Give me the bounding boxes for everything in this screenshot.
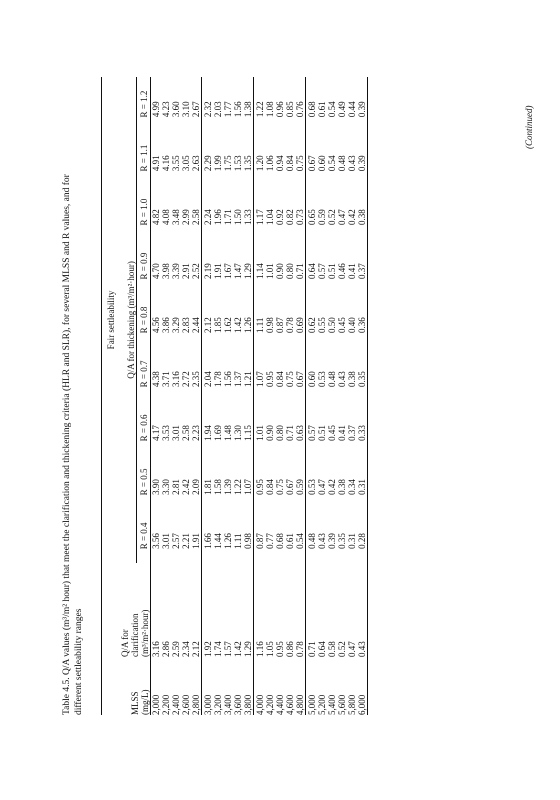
thickening-cell: 3.55 — [171, 155, 181, 172]
mlss-cell: 6,000 — [357, 667, 368, 715]
thickening-cell: 0.61 — [285, 533, 295, 549]
mlss-cell: 2,600 — [181, 694, 191, 715]
table-row — [243, 77, 254, 715]
thickening-cell: 2.57 — [171, 533, 181, 549]
thickening-cell: 0.45 — [327, 425, 337, 441]
thickening-cell: 3.30 — [161, 479, 171, 495]
thickening-cell: 1.35 — [243, 155, 253, 172]
thickening-cell: 3.71 — [161, 371, 171, 387]
qa-values-table — [101, 77, 368, 715]
thickening-cell: 2.63 — [191, 155, 201, 172]
thickening-cell: 0.38 — [357, 185, 368, 239]
thickening-cell: 2.58 — [191, 209, 201, 226]
table-row — [161, 77, 171, 715]
thickening-cell: 0.39 — [327, 533, 337, 549]
thickening-cell: 0.38 — [337, 479, 347, 495]
thickening-cell: 1.11 — [254, 293, 266, 347]
clarification-cell: 0.52 — [337, 641, 347, 657]
thickening-cell: 1.30 — [233, 425, 243, 441]
thickening-cell: 1.62 — [223, 317, 233, 333]
thickening-cell: 0.57 — [306, 401, 318, 455]
table-row — [327, 77, 337, 715]
thickening-cell: 0.69 — [295, 317, 305, 333]
table-row — [306, 77, 318, 715]
mlss-cell: 5,600 — [337, 694, 347, 715]
thickening-cell: 0.54 — [327, 101, 337, 118]
thickening-cell: 0.67 — [306, 131, 318, 185]
thickening-cell: 2.99 — [181, 209, 191, 226]
thickening-cell: 3.01 — [171, 425, 181, 441]
thickening-cell: 3.56 — [151, 533, 161, 549]
table-row — [223, 77, 233, 715]
table-row — [285, 77, 295, 715]
thickening-cell: 0.33 — [357, 401, 368, 455]
r-label-header: R = 1.0 — [139, 198, 149, 226]
thickening-cell: 2.42 — [181, 479, 191, 495]
thickening-cell: 3.16 — [171, 371, 181, 387]
r-label-header: R = 1.2 — [139, 90, 149, 118]
thickening-cell: 2.21 — [181, 533, 191, 549]
thickening-cell: 1.37 — [233, 371, 243, 387]
thickening-cell: 0.36 — [357, 293, 368, 347]
thickening-cell: 0.63 — [295, 425, 305, 441]
clarification-cell: 0.86 — [285, 641, 295, 657]
thickening-cell: 1.39 — [223, 479, 233, 495]
thickening-cell: 1.56 — [223, 371, 233, 387]
thickening-cell: 0.65 — [306, 185, 318, 239]
thickening-cell: 2.58 — [181, 425, 191, 441]
thickening-cell: 1.47 — [233, 263, 243, 280]
thickening-cell: 1.85 — [213, 317, 223, 333]
continued-note: (Continued) — [524, 105, 534, 149]
thickening-cell: 0.54 — [327, 155, 337, 172]
clarification-cell: 0.47 — [347, 641, 357, 657]
mlss-cell: 5,400 — [327, 694, 337, 715]
table-row — [317, 77, 327, 715]
thickening-cell: 0.61 — [317, 101, 327, 118]
table-row — [171, 77, 181, 715]
clarification-cell: 1.29 — [243, 641, 253, 657]
clarification-cell: 0.64 — [317, 641, 327, 657]
caption-line-2: different settleability ranges — [73, 608, 84, 715]
table-row — [151, 77, 162, 715]
thickening-cell: 2.83 — [181, 317, 191, 333]
thickening-cell: 1.01 — [265, 263, 275, 280]
thickening-cell: 2.52 — [191, 263, 201, 280]
thickening-cell: 0.60 — [306, 347, 318, 401]
thickening-cell: 0.43 — [317, 533, 327, 549]
thickening-cell: 0.39 — [357, 77, 368, 131]
mlss-cell: 5,000 — [306, 667, 318, 715]
thickening-cell: 0.39 — [357, 131, 368, 185]
thickening-cell: 3.60 — [171, 101, 181, 118]
thickening-cell: 0.54 — [295, 533, 305, 549]
thickening-cell: 1.33 — [243, 209, 253, 226]
thickening-cell: 0.94 — [275, 155, 285, 172]
thickening-cell: 0.77 — [265, 533, 275, 549]
r-label-header: R = 0.4 — [139, 522, 149, 550]
table-row — [295, 77, 306, 715]
clarification-cell: 2.86 — [161, 641, 171, 657]
table-row — [213, 77, 223, 715]
thickening-cell: 2.81 — [171, 479, 181, 495]
thickening-cell: 1.78 — [213, 371, 223, 387]
r-label-header: R = 0.6 — [139, 414, 149, 442]
thickening-cell: 0.40 — [347, 317, 357, 333]
thickening-cell: 0.41 — [347, 263, 357, 280]
thickening-cell: 1.14 — [254, 239, 266, 293]
thickening-cell: 0.49 — [337, 101, 347, 118]
thickening-cell: 2.91 — [181, 263, 191, 280]
thickening-cell: 0.34 — [347, 479, 357, 495]
thickening-cell: 0.44 — [347, 101, 357, 118]
clarification-header — [102, 563, 151, 667]
thickening-cell: 1.53 — [233, 155, 243, 172]
thickening-cell: 0.47 — [337, 209, 347, 226]
thickening-cell: 4.56 — [151, 317, 161, 333]
clarification-cell: 1.57 — [223, 641, 233, 657]
thickening-cell: 3.05 — [181, 155, 191, 172]
table-row — [275, 77, 285, 715]
thickening-cell: 3.10 — [181, 101, 191, 118]
thickening-cell: 3.29 — [171, 317, 181, 333]
thickening-cell: 0.62 — [306, 293, 318, 347]
thickening-cell: 1.77 — [223, 101, 233, 118]
thickening-cell: 0.35 — [357, 347, 368, 401]
thickening-cell: 2.19 — [202, 239, 214, 293]
thickening-cell: 1.07 — [243, 479, 253, 495]
thickening-cell: 2.09 — [191, 479, 201, 495]
thickening-cell: 1.91 — [213, 263, 223, 280]
mlss-cell: 5,800 — [347, 694, 357, 715]
thickening-cell: 0.92 — [275, 209, 285, 226]
clarification-cell: 0.58 — [327, 641, 337, 657]
thickening-cell: 1.21 — [243, 371, 253, 387]
thickening-cell: 0.37 — [347, 425, 357, 441]
settleability-header: Fair settleability — [102, 77, 117, 563]
thickening-cell: 0.71 — [285, 425, 295, 441]
mlss-header — [102, 667, 151, 715]
thickening-cell: 0.75 — [285, 371, 295, 387]
thickening-cell: 0.60 — [317, 155, 327, 172]
thickening-cell: 1.20 — [254, 131, 266, 185]
thickening-cell: 0.50 — [327, 317, 337, 333]
clarification-cell: 2.12 — [191, 641, 201, 657]
thickening-cell: 1.56 — [233, 101, 243, 118]
thickening-cell: 2.72 — [181, 371, 191, 387]
mlss-header-line-2: (mg/L) — [140, 689, 150, 715]
r-label-header: R = 0.5 — [139, 468, 149, 496]
thickening-cell: 0.48 — [306, 509, 318, 563]
thickening-cell: 2.67 — [191, 101, 201, 118]
mlss-cell: 3,000 — [202, 667, 214, 715]
clar-header-line-2: clarification — [130, 613, 140, 657]
clarification-cell: 1.05 — [265, 641, 275, 657]
thickening-cell: 1.91 — [191, 533, 201, 549]
thickening-cell: 0.45 — [337, 317, 347, 333]
thickening-cell: 0.53 — [317, 371, 327, 387]
thickening-cell: 1.94 — [202, 401, 214, 455]
thickening-cell: 0.38 — [347, 371, 357, 387]
table-row — [254, 77, 266, 715]
thickening-cell: 4.91 — [151, 155, 161, 172]
thickening-cell: 1.69 — [213, 425, 223, 441]
thickening-cell: 1.26 — [243, 317, 253, 333]
thickening-cell: 3.90 — [151, 479, 161, 495]
table-caption — [62, 75, 85, 715]
thickening-cell: 2.03 — [213, 101, 223, 118]
thickening-cell: 1.22 — [233, 479, 243, 495]
r-label-header: R = 0.8 — [139, 306, 149, 334]
thickening-cell: 1.08 — [265, 101, 275, 118]
thickening-cell: 1.44 — [213, 533, 223, 549]
thickening-cell: 0.48 — [327, 371, 337, 387]
clarification-cell: 2.34 — [181, 641, 191, 657]
thickening-cell: 4.08 — [161, 209, 171, 226]
thickening-cell: 0.73 — [295, 209, 305, 226]
thickening-cell: 0.95 — [265, 371, 275, 387]
thickening-cell: 1.50 — [233, 209, 243, 226]
thickening-cell: 3.86 — [161, 317, 171, 333]
clar-header-line-1: Q/A for — [120, 629, 130, 657]
thickening-cell: 1.01 — [254, 401, 266, 455]
thickening-cell: 1.66 — [202, 509, 214, 563]
thickening-cell: 0.46 — [337, 263, 347, 280]
thickening-cell: 1.42 — [233, 317, 243, 333]
thickening-cell: 1.58 — [213, 479, 223, 495]
thickening-cell: 0.31 — [357, 455, 368, 509]
thickening-cell: 1.48 — [223, 425, 233, 441]
thickening-cell: 1.71 — [223, 209, 233, 226]
r-label-header: R = 0.9 — [139, 252, 149, 280]
thickening-cell: 0.64 — [306, 239, 318, 293]
thickening-cell: 2.24 — [202, 185, 214, 239]
table-row — [347, 77, 357, 715]
thickening-cell: 3.98 — [161, 263, 171, 280]
thickening-cell: 0.42 — [347, 209, 357, 226]
thickening-cell: 0.41 — [337, 425, 347, 441]
thickening-cell: 2.12 — [202, 293, 214, 347]
thickening-cell: 1.67 — [223, 263, 233, 280]
thickening-cell: 0.68 — [306, 77, 318, 131]
thickening-cell: 0.28 — [357, 509, 368, 563]
mlss-cell: 2,000 — [151, 694, 161, 715]
caption-line-1: Table 4.5. Q/A values (m³/m² hour) that meet the clarification and thickening criteria (HLR and SLR), for several MLSS and R values, and for — [62, 174, 72, 715]
thickening-cell: 0.82 — [285, 209, 295, 226]
thickening-cell: 0.84 — [285, 155, 295, 172]
mlss-header-line-1: MLSS — [130, 691, 140, 715]
thickening-cell: 0.31 — [347, 533, 357, 549]
thickening-cell: 3.01 — [161, 533, 171, 549]
thickening-cell: 0.67 — [285, 479, 295, 495]
table-row — [202, 77, 214, 715]
thickening-cell: 0.35 — [337, 533, 347, 549]
thickening-cell: 0.90 — [275, 263, 285, 280]
mlss-cell: 4,600 — [285, 694, 295, 715]
thickening-cell: 4.82 — [151, 209, 161, 226]
clar-header-line-3: (m³/m²·hour) — [140, 609, 150, 657]
thickening-cell: 0.52 — [327, 209, 337, 226]
mlss-cell: 2,400 — [171, 694, 181, 715]
thickening-cell: 4.70 — [151, 263, 161, 280]
thickening-cell: 0.67 — [295, 371, 305, 387]
thickening-cell: 0.57 — [317, 263, 327, 280]
thickening-cell: 0.42 — [327, 479, 337, 495]
thickening-cell: 4.23 — [161, 101, 171, 118]
thickening-cell: 3.48 — [171, 209, 181, 226]
thickening-cell: 0.76 — [295, 101, 305, 118]
thickening-cell: 0.98 — [265, 317, 275, 333]
thickening-cell: 1.26 — [223, 533, 233, 549]
thickening-cell: 2.35 — [191, 371, 201, 387]
thickening-cell: 0.75 — [275, 479, 285, 495]
thickening-cell: 2.04 — [202, 347, 214, 401]
clarification-cell: 1.92 — [202, 563, 214, 667]
table-row — [181, 77, 191, 715]
thickening-cell: 2.44 — [191, 317, 201, 333]
thickening-cell: 0.95 — [254, 455, 266, 509]
thickening-cell: 0.98 — [243, 533, 253, 549]
thickening-cell: 4.16 — [161, 155, 171, 172]
thickening-cell: 2.23 — [191, 425, 201, 441]
mlss-cell: 4,000 — [254, 667, 266, 715]
thickening-cell: 0.96 — [275, 101, 285, 118]
thickening-cell: 1.29 — [243, 263, 253, 280]
thickening-header: Q/A for thickening (m³/m²·hour) — [116, 77, 137, 563]
thickening-cell: 0.68 — [275, 533, 285, 549]
thickening-cell: 1.06 — [265, 155, 275, 172]
clarification-cell: 1.16 — [254, 563, 266, 667]
thickening-cell: 0.75 — [295, 155, 305, 172]
thickening-cell: 3.53 — [161, 425, 171, 441]
mlss-cell: 3,800 — [243, 694, 253, 715]
thickening-cell: 1.07 — [254, 347, 266, 401]
thickening-cell: 4.99 — [151, 101, 161, 118]
thickening-cell: 1.38 — [243, 101, 253, 118]
thickening-cell: 1.22 — [254, 77, 266, 131]
thickening-cell: 0.80 — [285, 263, 295, 280]
thickening-cell: 0.47 — [317, 479, 327, 495]
clarification-cell: 2.59 — [171, 641, 181, 657]
thickening-cell: 0.78 — [285, 317, 295, 333]
clarification-cell: 1.74 — [213, 641, 223, 657]
mlss-cell: 2,800 — [191, 694, 201, 715]
mlss-cell: 4,200 — [265, 694, 275, 715]
r-label-header: R = 0.7 — [139, 360, 149, 388]
clarification-cell: 1.42 — [233, 641, 243, 657]
mlss-cell: 2,200 — [161, 694, 171, 715]
clarification-cell: 3.16 — [151, 641, 161, 657]
mlss-cell: 3,600 — [233, 694, 243, 715]
mlss-cell: 4,800 — [295, 694, 305, 715]
thickening-cell: 0.51 — [327, 263, 337, 280]
thickening-cell: 4.38 — [151, 371, 161, 387]
thickening-cell: 2.32 — [202, 77, 214, 131]
thickening-cell: 1.17 — [254, 185, 266, 239]
thickening-cell: 0.37 — [357, 239, 368, 293]
thickening-cell: 0.71 — [295, 263, 305, 280]
thickening-cell: 3.39 — [171, 263, 181, 280]
table-row — [265, 77, 275, 715]
thickening-cell: 0.87 — [275, 317, 285, 333]
clarification-cell: 0.95 — [275, 641, 285, 657]
thickening-cell: 1.11 — [233, 533, 243, 549]
table-row — [337, 77, 347, 715]
thickening-cell: 1.15 — [243, 425, 253, 441]
thickening-cell: 0.51 — [317, 425, 327, 441]
clarification-cell: 0.78 — [295, 641, 305, 657]
thickening-cell: 0.53 — [306, 455, 318, 509]
thickening-cell: 0.90 — [265, 425, 275, 441]
thickening-cell: 0.43 — [337, 371, 347, 387]
thickening-cell: 0.84 — [265, 479, 275, 495]
clarification-cell: 0.43 — [357, 563, 368, 667]
thickening-cell: 1.99 — [213, 155, 223, 172]
table-row — [233, 77, 243, 715]
thickening-cell: 0.80 — [275, 425, 285, 441]
thickening-cell: 1.96 — [213, 209, 223, 226]
thickening-cell: 1.75 — [223, 155, 233, 172]
r-label-header: R = 1.1 — [139, 144, 149, 172]
thickening-cell: 0.84 — [275, 371, 285, 387]
thickening-cell: 0.59 — [295, 479, 305, 495]
thickening-cell: 0.85 — [285, 101, 295, 118]
thickening-cell: 1.04 — [265, 209, 275, 226]
thickening-cell: 0.87 — [254, 509, 266, 563]
mlss-cell: 3,400 — [223, 694, 233, 715]
thickening-cell: 2.29 — [202, 131, 214, 185]
table-row — [191, 77, 202, 715]
table-row — [357, 77, 368, 715]
thickening-cell: 0.59 — [317, 209, 327, 226]
clarification-cell: 0.71 — [306, 563, 318, 667]
thickening-cell: 4.17 — [151, 425, 161, 441]
mlss-cell: 4,400 — [275, 694, 285, 715]
thickening-cell: 0.48 — [337, 155, 347, 172]
thickening-cell: 0.43 — [347, 155, 357, 172]
thickening-cell: 1.81 — [202, 455, 214, 509]
mlss-cell: 3,200 — [213, 694, 223, 715]
mlss-cell: 5,200 — [317, 694, 327, 715]
thickening-cell: 0.55 — [317, 317, 327, 333]
